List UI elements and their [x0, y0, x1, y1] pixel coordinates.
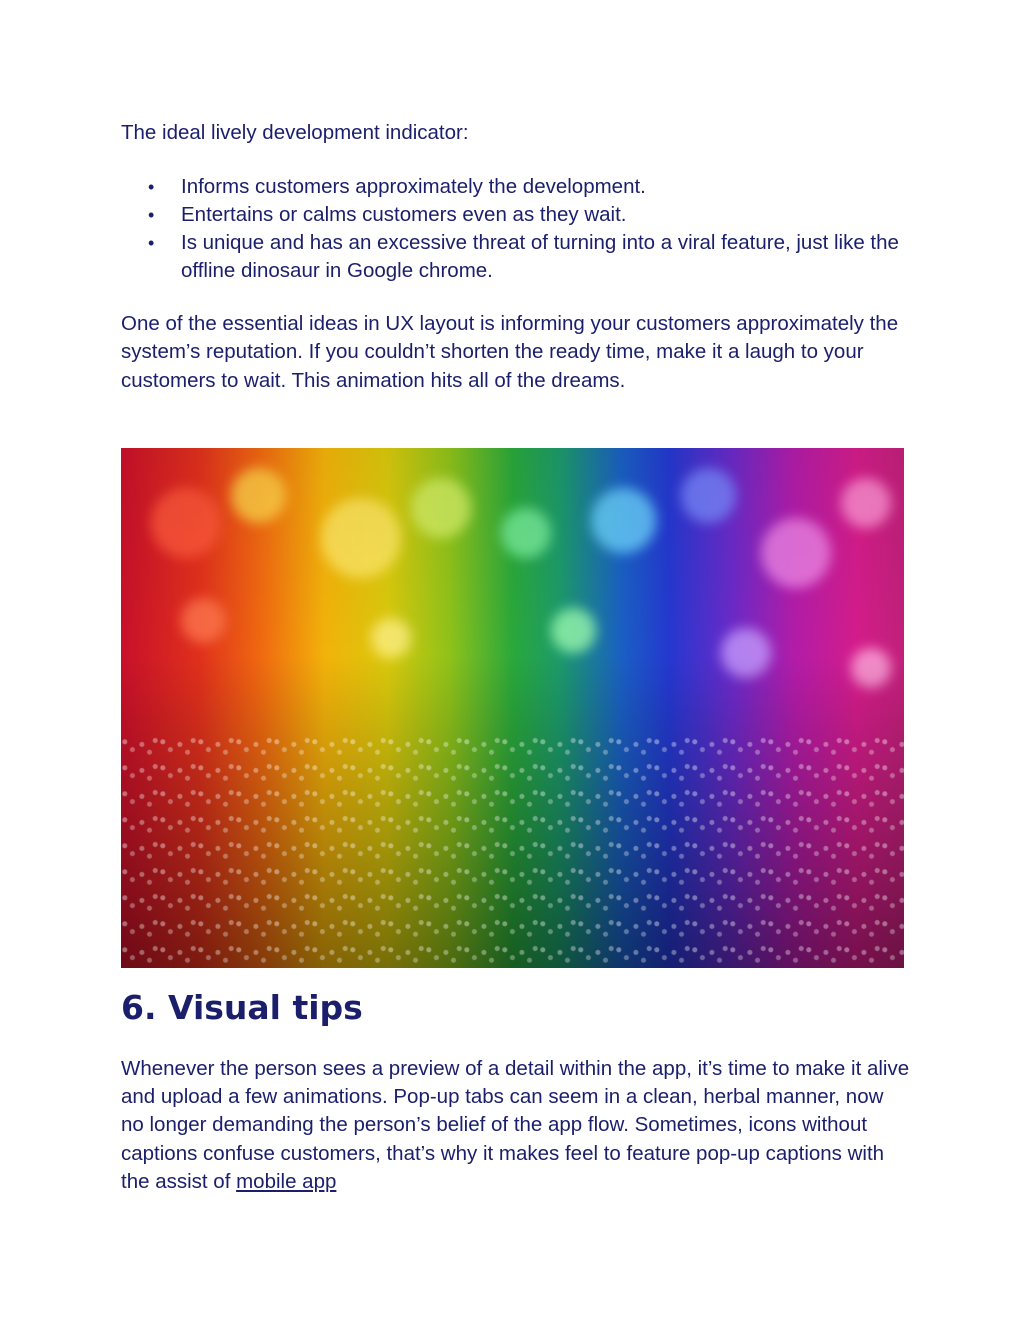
list-item: • Is unique and has an excessive threat of turning into a viral feature, just like the offline dinosaur in Google chrome. — [121, 229, 911, 285]
mobile-app-link[interactable]: mobile app — [236, 1169, 337, 1193]
visual-tips-paragraph — [121, 1055, 911, 1196]
ux-paragraph: One of the essential ideas in UX layout is informing your customers approximately the system’s reputation. If you couldn’t shorten the ready time, make it a laugh to your customers to wait. This animation hits all of the dreams. — [121, 312, 899, 392]
paragraph-text: Whenever the person sees a preview of a detail within the app, it’s time to make it alive and upload a few animations. Pop-up tabs can seem in a clean, herbal manner, now no longer demanding the person’s belief of the app flow. Sometimes, icons without captions confuse customers, that’s why it makes feel to feature pop-up captions with the assist of — [121, 1057, 910, 1193]
indicator-list — [121, 173, 911, 285]
list-item: • Entertains or calms customers even as they wait. — [121, 201, 911, 229]
rainbow-glitter-image — [121, 448, 904, 968]
list-item: • Informs customers approximately the development. — [121, 173, 911, 201]
section-heading: 6. Visual tips — [121, 988, 363, 1027]
intro-text: The ideal lively development indicator: — [121, 121, 469, 144]
